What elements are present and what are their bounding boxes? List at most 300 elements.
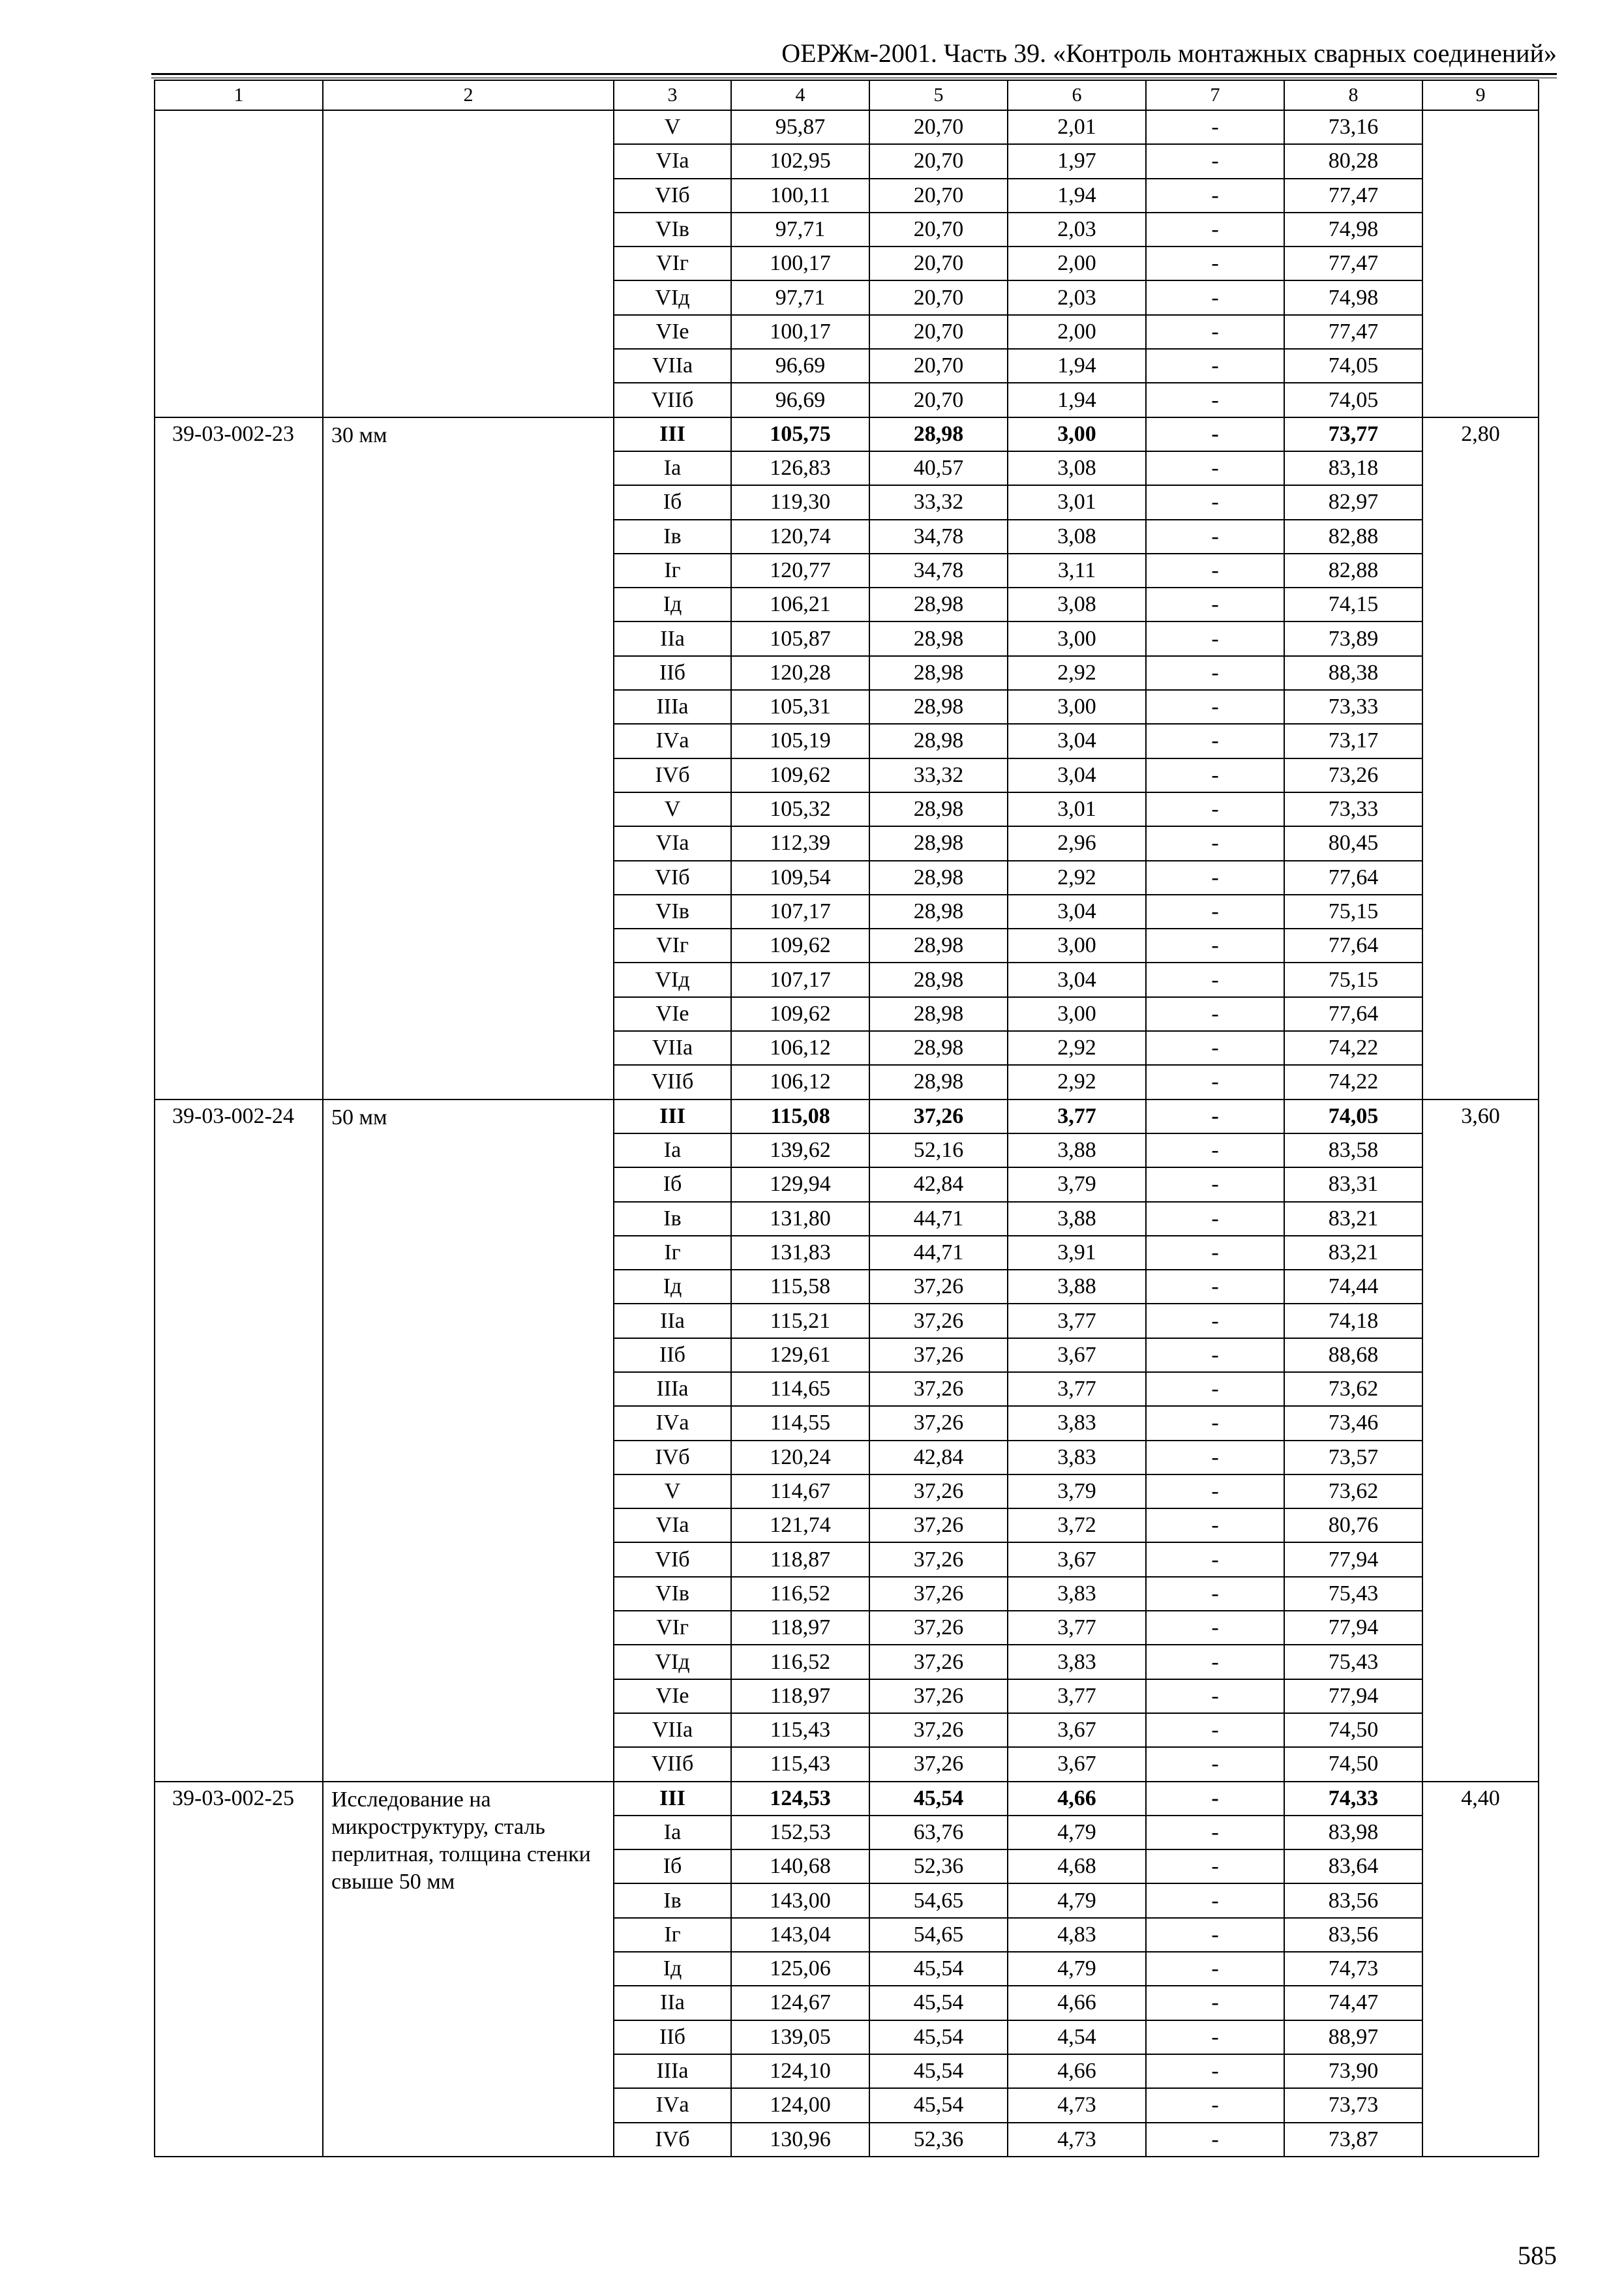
zone-cell: Iв: [614, 1883, 731, 1917]
value-cell: 37,26: [869, 1645, 1008, 1679]
value-cell: 3,83: [1008, 1577, 1146, 1611]
zone-cell: VIIб: [614, 383, 731, 417]
value-cell: 4,54: [1008, 2020, 1146, 2054]
value-cell: 74,22: [1284, 1065, 1422, 1099]
zone-cell: Iа: [614, 1133, 731, 1167]
value-cell: 126,83: [731, 451, 869, 485]
value-cell: 28,98: [869, 929, 1008, 963]
value-cell: 28,98: [869, 997, 1008, 1031]
value-cell: 40,57: [869, 451, 1008, 485]
value-cell: -: [1146, 1713, 1284, 1747]
value-cell: 83,21: [1284, 1202, 1422, 1236]
value-cell: 118,97: [731, 1611, 869, 1645]
value-cell: -: [1146, 1236, 1284, 1270]
value-cell: -: [1146, 315, 1284, 349]
value-cell: -: [1146, 792, 1284, 826]
value-cell: 37,26: [869, 1474, 1008, 1508]
value-cell: -: [1146, 1611, 1284, 1645]
value-cell: 116,52: [731, 1645, 869, 1679]
value-cell: -: [1146, 1883, 1284, 1917]
value-cell: -: [1146, 280, 1284, 314]
zone-cell: IVб: [614, 2123, 731, 2157]
value-cell: 4,66: [1008, 1782, 1146, 1816]
zone-cell: VIв: [614, 1577, 731, 1611]
value-cell: 129,94: [731, 1167, 869, 1201]
value-cell: 28,98: [869, 1031, 1008, 1065]
value-cell: 2,03: [1008, 280, 1146, 314]
value-cell: 44,71: [869, 1202, 1008, 1236]
zone-cell: IVб: [614, 758, 731, 792]
value-cell: 3,04: [1008, 963, 1146, 996]
value-cell: 105,31: [731, 690, 869, 724]
value-cell: 106,12: [731, 1065, 869, 1099]
value-cell: -: [1146, 1270, 1284, 1304]
zone-cell: IIб: [614, 2020, 731, 2054]
table-row: [155, 417, 1539, 451]
value-cell: 37,26: [869, 1372, 1008, 1406]
value-cell: -: [1146, 997, 1284, 1031]
zone-cell: VIд: [614, 963, 731, 996]
value-cell: 28,98: [869, 861, 1008, 895]
zone-cell: III: [614, 1782, 731, 1816]
zone-cell: Iа: [614, 1816, 731, 1849]
value-cell: 37,26: [869, 1611, 1008, 1645]
rate-name: 50 мм: [323, 1100, 614, 1782]
value-cell: 124,67: [731, 1986, 869, 2020]
value-cell: 74,33: [1284, 1782, 1422, 1816]
value-cell: 88,38: [1284, 656, 1422, 690]
value-cell: 3,04: [1008, 724, 1146, 758]
zone-cell: VIб: [614, 861, 731, 895]
value-cell: 45,54: [869, 2054, 1008, 2088]
value-cell: 100,17: [731, 315, 869, 349]
value-cell: 77,47: [1284, 247, 1422, 280]
value-cell: 143,00: [731, 1883, 869, 1917]
value-cell: 105,75: [731, 417, 869, 451]
value-cell: 3,01: [1008, 485, 1146, 519]
value-cell: 80,45: [1284, 826, 1422, 860]
value-cell: -: [1146, 1474, 1284, 1508]
zone-cell: VIIб: [614, 1747, 731, 1781]
value-cell: 52,36: [869, 1849, 1008, 1883]
value-cell: 73,16: [1284, 110, 1422, 144]
value-cell: 3,11: [1008, 554, 1146, 588]
value-cell: 2,96: [1008, 826, 1146, 860]
value-cell: -: [1146, 724, 1284, 758]
zone-cell: V: [614, 792, 731, 826]
value-cell: -: [1146, 1508, 1284, 1542]
value-cell: 73,46: [1284, 1406, 1422, 1440]
zone-cell: VIа: [614, 826, 731, 860]
column-9-value: 2,80: [1422, 417, 1539, 1100]
zone-cell: IVа: [614, 1406, 731, 1440]
value-cell: 20,70: [869, 110, 1008, 144]
value-cell: -: [1146, 895, 1284, 929]
zone-cell: Iд: [614, 1270, 731, 1304]
value-cell: 139,62: [731, 1133, 869, 1167]
value-cell: 2,01: [1008, 110, 1146, 144]
value-cell: 152,53: [731, 1816, 869, 1849]
zone-cell: Iа: [614, 451, 731, 485]
value-cell: 114,55: [731, 1406, 869, 1440]
column-9-value: [1422, 110, 1539, 417]
value-cell: 3,72: [1008, 1508, 1146, 1542]
value-cell: 139,05: [731, 2020, 869, 2054]
value-cell: 2,92: [1008, 861, 1146, 895]
value-cell: 73,62: [1284, 1372, 1422, 1406]
value-cell: 3,77: [1008, 1679, 1146, 1713]
value-cell: 116,52: [731, 1577, 869, 1611]
value-cell: -: [1146, 383, 1284, 417]
value-cell: 20,70: [869, 247, 1008, 280]
value-cell: 88,68: [1284, 1338, 1422, 1372]
value-cell: 102,95: [731, 144, 869, 178]
value-cell: 4,79: [1008, 1816, 1146, 1849]
value-cell: 83,31: [1284, 1167, 1422, 1201]
value-cell: 73,77: [1284, 417, 1422, 451]
value-cell: 37,26: [869, 1577, 1008, 1611]
value-cell: 109,62: [731, 997, 869, 1031]
zone-cell: VIIб: [614, 1065, 731, 1099]
value-cell: 124,00: [731, 2088, 869, 2122]
value-cell: -: [1146, 929, 1284, 963]
value-cell: -: [1146, 1747, 1284, 1781]
page-header: ОЕРЖм-2001. Часть 39. «Контроль монтажных сварных соединений»: [781, 38, 1557, 68]
value-cell: 3,79: [1008, 1167, 1146, 1201]
zone-cell: IIа: [614, 1304, 731, 1338]
value-cell: 4,83: [1008, 1918, 1146, 1952]
table-row: [155, 1782, 1539, 1816]
zone-cell: VIе: [614, 1679, 731, 1713]
value-cell: 20,70: [869, 383, 1008, 417]
value-cell: 45,54: [869, 1952, 1008, 1986]
value-cell: 1,97: [1008, 144, 1146, 178]
value-cell: 115,08: [731, 1100, 869, 1133]
value-cell: -: [1146, 1338, 1284, 1372]
value-cell: 106,12: [731, 1031, 869, 1065]
value-cell: -: [1146, 1542, 1284, 1576]
value-cell: -: [1146, 520, 1284, 554]
column-number: 9: [1422, 80, 1539, 110]
value-cell: -: [1146, 485, 1284, 519]
column-number: 7: [1146, 80, 1284, 110]
zone-cell: IIб: [614, 656, 731, 690]
value-cell: 73,87: [1284, 2123, 1422, 2157]
value-cell: 28,98: [869, 417, 1008, 451]
value-cell: -: [1146, 213, 1284, 247]
value-cell: 105,32: [731, 792, 869, 826]
value-cell: 115,43: [731, 1747, 869, 1781]
value-cell: 100,11: [731, 179, 869, 213]
value-cell: 74,18: [1284, 1304, 1422, 1338]
value-cell: 131,80: [731, 1202, 869, 1236]
value-cell: 3,83: [1008, 1645, 1146, 1679]
value-cell: 74,50: [1284, 1713, 1422, 1747]
value-cell: 54,65: [869, 1918, 1008, 1952]
value-cell: 82,88: [1284, 554, 1422, 588]
zone-cell: V: [614, 110, 731, 144]
column-number: 5: [869, 80, 1008, 110]
value-cell: 3,08: [1008, 520, 1146, 554]
zone-cell: III: [614, 1100, 731, 1133]
value-cell: 77,64: [1284, 997, 1422, 1031]
zone-cell: Iб: [614, 1167, 731, 1201]
value-cell: 88,97: [1284, 2020, 1422, 2054]
value-cell: 37,26: [869, 1542, 1008, 1576]
value-cell: 82,88: [1284, 520, 1422, 554]
column-number: 4: [731, 80, 869, 110]
value-cell: -: [1146, 1986, 1284, 2020]
value-cell: 77,47: [1284, 179, 1422, 213]
value-cell: 107,17: [731, 895, 869, 929]
value-cell: 100,17: [731, 247, 869, 280]
value-cell: 97,71: [731, 280, 869, 314]
value-cell: -: [1146, 2088, 1284, 2122]
value-cell: 109,62: [731, 758, 869, 792]
value-cell: 129,61: [731, 1338, 869, 1372]
value-cell: 77,47: [1284, 315, 1422, 349]
value-cell: 28,98: [869, 963, 1008, 996]
value-cell: 3,88: [1008, 1133, 1146, 1167]
value-cell: -: [1146, 1816, 1284, 1849]
value-cell: -: [1146, 554, 1284, 588]
zone-cell: IIа: [614, 621, 731, 655]
value-cell: 73,90: [1284, 2054, 1422, 2088]
zone-cell: Iг: [614, 554, 731, 588]
column-number-row: [155, 80, 1539, 110]
value-cell: 83,64: [1284, 1849, 1422, 1883]
value-cell: -: [1146, 1441, 1284, 1474]
zone-cell: VIг: [614, 1611, 731, 1645]
value-cell: 3,08: [1008, 451, 1146, 485]
value-cell: 3,00: [1008, 621, 1146, 655]
value-cell: 120,24: [731, 1441, 869, 1474]
value-cell: -: [1146, 1372, 1284, 1406]
value-cell: 74,47: [1284, 1986, 1422, 2020]
value-cell: 3,00: [1008, 690, 1146, 724]
value-cell: 20,70: [869, 144, 1008, 178]
value-cell: 37,26: [869, 1747, 1008, 1781]
value-cell: 3,00: [1008, 997, 1146, 1031]
value-cell: -: [1146, 1133, 1284, 1167]
zone-cell: VIе: [614, 315, 731, 349]
zone-cell: V: [614, 1474, 731, 1508]
value-cell: 3,77: [1008, 1304, 1146, 1338]
zone-cell: IVа: [614, 2088, 731, 2122]
value-cell: 3,67: [1008, 1542, 1146, 1576]
value-cell: 107,17: [731, 963, 869, 996]
value-cell: 73,73: [1284, 2088, 1422, 2122]
value-cell: 105,87: [731, 621, 869, 655]
rate-code: [155, 110, 323, 417]
value-cell: -: [1146, 144, 1284, 178]
value-cell: -: [1146, 110, 1284, 144]
zone-cell: VIд: [614, 280, 731, 314]
zone-cell: Iг: [614, 1918, 731, 1952]
value-cell: 95,87: [731, 110, 869, 144]
value-cell: 77,64: [1284, 929, 1422, 963]
value-cell: 74,44: [1284, 1270, 1422, 1304]
value-cell: 74,05: [1284, 383, 1422, 417]
value-cell: 115,43: [731, 1713, 869, 1747]
value-cell: 97,71: [731, 213, 869, 247]
rate-code: 39-03-002-23: [155, 417, 323, 1100]
value-cell: 2,00: [1008, 315, 1146, 349]
value-cell: 80,76: [1284, 1508, 1422, 1542]
value-cell: 83,56: [1284, 1918, 1422, 1952]
value-cell: 1,94: [1008, 179, 1146, 213]
value-cell: -: [1146, 1918, 1284, 1952]
value-cell: 77,94: [1284, 1542, 1422, 1576]
value-cell: 3,91: [1008, 1236, 1146, 1270]
value-cell: 124,10: [731, 2054, 869, 2088]
value-cell: 121,74: [731, 1508, 869, 1542]
value-cell: 45,54: [869, 1782, 1008, 1816]
value-cell: 75,43: [1284, 1577, 1422, 1611]
zone-cell: III: [614, 417, 731, 451]
value-cell: -: [1146, 1782, 1284, 1816]
zone-cell: VIг: [614, 929, 731, 963]
value-cell: 3,04: [1008, 895, 1146, 929]
value-cell: 28,98: [869, 1065, 1008, 1099]
value-cell: 3,88: [1008, 1202, 1146, 1236]
value-cell: 83,21: [1284, 1236, 1422, 1270]
value-cell: 96,69: [731, 383, 869, 417]
value-cell: 83,56: [1284, 1883, 1422, 1917]
zone-cell: IIIа: [614, 690, 731, 724]
value-cell: 115,21: [731, 1304, 869, 1338]
value-cell: 83,58: [1284, 1133, 1422, 1167]
rates-table: [154, 80, 1539, 2157]
value-cell: 74,15: [1284, 588, 1422, 621]
value-cell: 74,73: [1284, 1952, 1422, 1986]
zone-cell: VIб: [614, 1542, 731, 1576]
value-cell: 3,83: [1008, 1441, 1146, 1474]
zone-cell: VIа: [614, 1508, 731, 1542]
zone-cell: Iд: [614, 588, 731, 621]
value-cell: -: [1146, 2020, 1284, 2054]
value-cell: -: [1146, 179, 1284, 213]
value-cell: 75,43: [1284, 1645, 1422, 1679]
value-cell: 82,97: [1284, 485, 1422, 519]
value-cell: 80,28: [1284, 144, 1422, 178]
zone-cell: Iд: [614, 1952, 731, 1986]
page-number: 585: [1518, 2241, 1557, 2270]
rate-name: Исследование на микроструктуру, сталь перлитная, толщина стенки свыше 50 мм: [323, 1782, 614, 2157]
value-cell: 45,54: [869, 1986, 1008, 2020]
value-cell: 3,01: [1008, 792, 1146, 826]
value-cell: 28,98: [869, 724, 1008, 758]
zone-cell: VIд: [614, 1645, 731, 1679]
zone-cell: IVб: [614, 1441, 731, 1474]
value-cell: 4,79: [1008, 1952, 1146, 1986]
value-cell: 83,18: [1284, 451, 1422, 485]
value-cell: -: [1146, 621, 1284, 655]
value-cell: 20,70: [869, 280, 1008, 314]
zone-cell: IVа: [614, 724, 731, 758]
value-cell: -: [1146, 451, 1284, 485]
value-cell: 4,73: [1008, 2123, 1146, 2157]
value-cell: 114,65: [731, 1372, 869, 1406]
value-cell: 3,67: [1008, 1747, 1146, 1781]
value-cell: 73,89: [1284, 621, 1422, 655]
value-cell: 28,98: [869, 621, 1008, 655]
value-cell: 3,67: [1008, 1338, 1146, 1372]
zone-cell: VIб: [614, 179, 731, 213]
value-cell: 140,68: [731, 1849, 869, 1883]
value-cell: 112,39: [731, 826, 869, 860]
value-cell: 77,94: [1284, 1611, 1422, 1645]
value-cell: 20,70: [869, 179, 1008, 213]
zone-cell: IIIа: [614, 1372, 731, 1406]
value-cell: -: [1146, 1577, 1284, 1611]
value-cell: 28,98: [869, 895, 1008, 929]
value-cell: 143,04: [731, 1918, 869, 1952]
value-cell: 3,00: [1008, 417, 1146, 451]
value-cell: 74,98: [1284, 213, 1422, 247]
value-cell: -: [1146, 826, 1284, 860]
value-cell: 2,92: [1008, 1065, 1146, 1099]
value-cell: -: [1146, 1645, 1284, 1679]
value-cell: 74,98: [1284, 280, 1422, 314]
value-cell: -: [1146, 1952, 1284, 1986]
zone-cell: Iг: [614, 1236, 731, 1270]
column-9-value: 4,40: [1422, 1782, 1539, 2157]
value-cell: -: [1146, 247, 1284, 280]
value-cell: 120,77: [731, 554, 869, 588]
column-number: 8: [1284, 80, 1422, 110]
value-cell: 73,62: [1284, 1474, 1422, 1508]
rate-code: 39-03-002-25: [155, 1782, 323, 2157]
value-cell: 3,79: [1008, 1474, 1146, 1508]
value-cell: 3,00: [1008, 929, 1146, 963]
rate-code: 39-03-002-24: [155, 1100, 323, 1782]
value-cell: 37,26: [869, 1100, 1008, 1133]
value-cell: 74,05: [1284, 349, 1422, 383]
value-cell: -: [1146, 588, 1284, 621]
value-cell: 119,30: [731, 485, 869, 519]
column-number: 3: [614, 80, 731, 110]
value-cell: 37,26: [869, 1679, 1008, 1713]
value-cell: 34,78: [869, 554, 1008, 588]
zone-cell: Iб: [614, 485, 731, 519]
value-cell: 77,94: [1284, 1679, 1422, 1713]
value-cell: -: [1146, 1202, 1284, 1236]
value-cell: 3,04: [1008, 758, 1146, 792]
zone-cell: Iб: [614, 1849, 731, 1883]
value-cell: -: [1146, 758, 1284, 792]
value-cell: 28,98: [869, 690, 1008, 724]
zone-cell: VIIа: [614, 349, 731, 383]
value-cell: 42,84: [869, 1167, 1008, 1201]
value-cell: -: [1146, 656, 1284, 690]
value-cell: 105,19: [731, 724, 869, 758]
zone-cell: Iв: [614, 520, 731, 554]
value-cell: 4,66: [1008, 2054, 1146, 2088]
zone-cell: VIв: [614, 895, 731, 929]
value-cell: 33,32: [869, 758, 1008, 792]
value-cell: -: [1146, 1849, 1284, 1883]
value-cell: 63,76: [869, 1816, 1008, 1849]
value-cell: 3,08: [1008, 588, 1146, 621]
value-cell: 130,96: [731, 2123, 869, 2157]
rates-table-body: [155, 80, 1539, 2157]
value-cell: 2,00: [1008, 247, 1146, 280]
value-cell: 118,97: [731, 1679, 869, 1713]
value-cell: 20,70: [869, 315, 1008, 349]
rate-name: [323, 110, 614, 417]
value-cell: 120,28: [731, 656, 869, 690]
